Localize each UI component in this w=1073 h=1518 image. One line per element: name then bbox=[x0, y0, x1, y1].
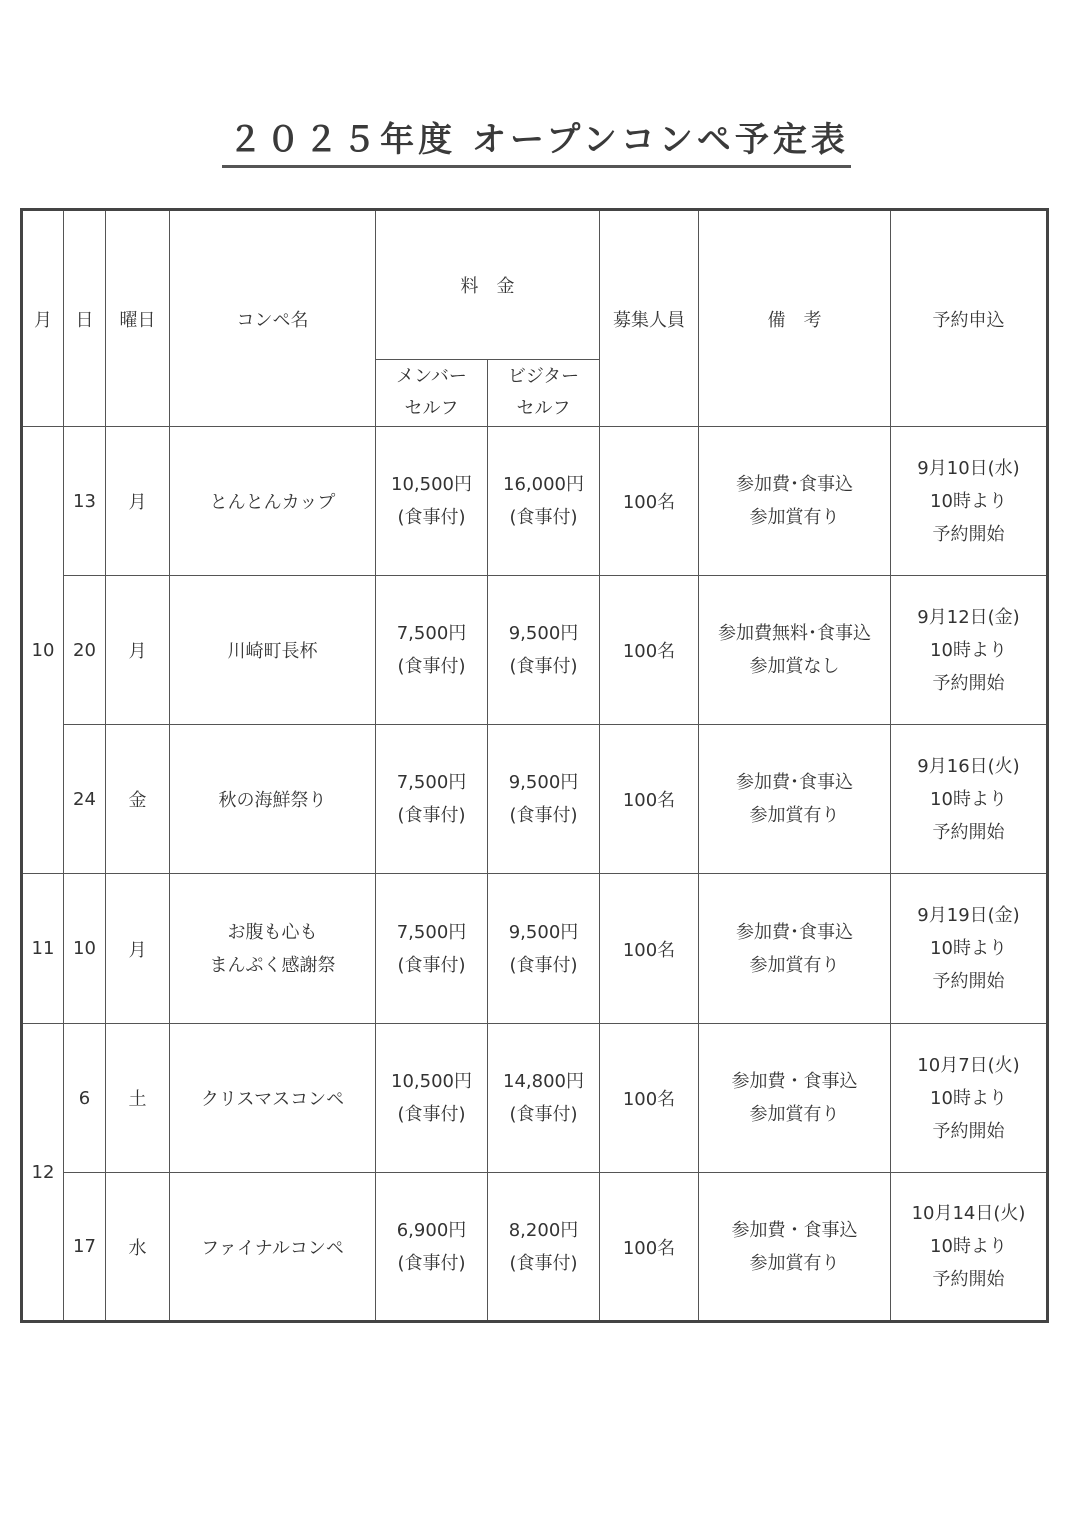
meal-note: (食事付) bbox=[509, 1252, 578, 1274]
reservation-time: 10時より bbox=[930, 639, 1007, 661]
reservation-cell bbox=[891, 576, 1048, 725]
day-cell: 24 bbox=[64, 725, 106, 874]
visitor-fee: 9,500円 bbox=[508, 921, 579, 943]
capacity-cell: 100名 bbox=[600, 576, 699, 725]
reservation-start: 予約開始 bbox=[932, 672, 1005, 694]
remarks-line1: 参加費･食事込 bbox=[736, 921, 853, 943]
reservation-time: 10時より bbox=[930, 788, 1007, 810]
reservation-cell bbox=[891, 427, 1048, 576]
visitor-fee-cell bbox=[488, 1024, 600, 1173]
reservation-date: 10月14日(火) bbox=[911, 1203, 1026, 1224]
weekday-cell: 水 bbox=[106, 1173, 170, 1322]
member-fee-cell bbox=[376, 1024, 488, 1173]
header-remarks: 備 考 bbox=[699, 210, 891, 427]
reservation-time: 10時より bbox=[930, 938, 1007, 959]
remarks-cell bbox=[699, 1173, 891, 1322]
meal-note: (食事付) bbox=[509, 805, 578, 826]
reservation-start: 予約開始 bbox=[932, 1120, 1005, 1142]
member-fee-cell bbox=[376, 427, 488, 576]
visitor-fee-cell bbox=[488, 576, 600, 725]
reservation-date: 9月19日(金) bbox=[917, 905, 1020, 926]
meal-note: (食事付) bbox=[509, 954, 578, 976]
header-member-line1: メンバー bbox=[396, 366, 467, 387]
remarks-line2: 参加賞有り bbox=[749, 507, 840, 528]
visitor-fee: 8,200円 bbox=[508, 1219, 579, 1241]
member-fee: 7,500円 bbox=[396, 921, 467, 943]
weekday-cell: 月 bbox=[106, 576, 170, 725]
page-title-wrap bbox=[0, 112, 1073, 168]
day-cell: 17 bbox=[64, 1173, 106, 1322]
header-month: 月 bbox=[22, 210, 64, 427]
remarks-cell bbox=[699, 427, 891, 576]
member-fee: 6,900円 bbox=[396, 1219, 467, 1241]
page-title: ２０２５年度 オープンコンペ予定表 bbox=[222, 112, 851, 168]
day-cell: 13 bbox=[64, 427, 106, 576]
header-name: コンペ名 bbox=[170, 210, 376, 427]
remarks-line2: 参加賞有り bbox=[749, 805, 840, 826]
meal-note: (食事付) bbox=[397, 507, 466, 528]
competition-name-line2: まんぷく感謝祭 bbox=[209, 954, 336, 976]
meal-note: (食事付) bbox=[397, 805, 466, 826]
visitor-fee: 16,000円 bbox=[503, 474, 584, 495]
reservation-cell bbox=[891, 1024, 1048, 1173]
member-fee: 10,500円 bbox=[391, 1071, 472, 1092]
reservation-time: 10時より bbox=[930, 1087, 1007, 1109]
visitor-fee-cell bbox=[488, 427, 600, 576]
member-fee: 7,500円 bbox=[396, 772, 467, 793]
table-row bbox=[22, 576, 1048, 725]
competition-name-line1: お腹も心も bbox=[227, 921, 318, 943]
competition-name: とんとんカップ bbox=[170, 427, 376, 576]
competition-name: ファイナルコンペ bbox=[170, 1173, 376, 1322]
member-fee-cell bbox=[376, 725, 488, 874]
meal-note: (食事付) bbox=[509, 1104, 578, 1125]
table-row bbox=[22, 874, 1048, 1024]
day-cell: 6 bbox=[64, 1024, 106, 1173]
reservation-cell bbox=[891, 725, 1048, 874]
remarks-line1: 参加費・食事込 bbox=[731, 1219, 858, 1241]
month-cell: 10 bbox=[22, 427, 64, 874]
capacity-cell: 100名 bbox=[600, 725, 699, 874]
visitor-fee: 9,500円 bbox=[508, 623, 579, 644]
weekday-cell: 月 bbox=[106, 874, 170, 1024]
weekday-cell: 金 bbox=[106, 725, 170, 874]
competition-name: 秋の海鮮祭り bbox=[170, 725, 376, 874]
member-fee-cell bbox=[376, 874, 488, 1024]
member-fee-cell bbox=[376, 576, 488, 725]
competition-name: 川崎町長杯 bbox=[170, 576, 376, 725]
table-row bbox=[22, 725, 1048, 874]
competition-name: クリスマスコンペ bbox=[170, 1024, 376, 1173]
reservation-date: 9月10日(水) bbox=[917, 457, 1020, 479]
meal-note: (食事付) bbox=[509, 656, 578, 677]
capacity-cell: 100名 bbox=[600, 1173, 699, 1322]
month-cell: 11 bbox=[22, 874, 64, 1024]
capacity-cell: 100名 bbox=[600, 874, 699, 1024]
remarks-line1: 参加費･食事込 bbox=[736, 772, 853, 793]
member-fee: 7,500円 bbox=[396, 623, 467, 644]
visitor-fee-cell bbox=[488, 1173, 600, 1322]
header-reservation: 予約申込 bbox=[891, 210, 1048, 427]
remarks-line2: 参加賞有り bbox=[749, 1252, 840, 1274]
table-row bbox=[22, 1173, 1048, 1322]
table-row bbox=[22, 427, 1048, 576]
remarks-cell bbox=[699, 576, 891, 725]
reservation-date: 10月7日(火) bbox=[917, 1054, 1020, 1076]
meal-note: (食事付) bbox=[509, 507, 578, 528]
capacity-cell: 100名 bbox=[600, 1024, 699, 1173]
remarks-line1: 参加費･食事込 bbox=[736, 474, 853, 495]
schedule-table bbox=[20, 208, 1049, 1323]
remarks-line2: 参加賞なし bbox=[749, 656, 840, 677]
header-visitor-line1: ビジター bbox=[507, 366, 580, 387]
visitor-fee-cell bbox=[488, 874, 600, 1024]
remarks-line2: 参加賞有り bbox=[749, 954, 840, 976]
header-capacity: 募集人員 bbox=[600, 210, 699, 427]
visitor-fee: 14,800円 bbox=[503, 1071, 584, 1092]
member-fee: 10,500円 bbox=[391, 474, 472, 495]
header-member bbox=[376, 360, 488, 427]
reservation-date: 9月12日(金) bbox=[917, 606, 1020, 628]
month-cell: 12 bbox=[22, 1024, 64, 1322]
reservation-time: 10時より bbox=[930, 1236, 1007, 1257]
visitor-fee: 9,500円 bbox=[508, 772, 579, 793]
reservation-time: 10時より bbox=[930, 490, 1007, 512]
remarks-cell bbox=[699, 725, 891, 874]
header-visitor bbox=[488, 360, 600, 427]
reservation-start: 予約開始 bbox=[932, 971, 1005, 992]
meal-note: (食事付) bbox=[397, 1252, 466, 1274]
remarks-line1: 参加費・食事込 bbox=[731, 1071, 858, 1092]
day-cell: 10 bbox=[64, 874, 106, 1024]
reservation-start: 予約開始 bbox=[932, 821, 1005, 843]
reservation-date: 9月16日(火) bbox=[917, 755, 1020, 777]
meal-note: (食事付) bbox=[397, 954, 466, 976]
meal-note: (食事付) bbox=[397, 1104, 466, 1125]
reservation-start: 予約開始 bbox=[932, 523, 1005, 545]
remarks-line2: 参加賞有り bbox=[749, 1104, 840, 1125]
reservation-cell bbox=[891, 874, 1048, 1024]
header-visitor-line2: セルフ bbox=[516, 398, 571, 419]
remarks-cell bbox=[699, 874, 891, 1024]
remarks-line1: 参加費無料･食事込 bbox=[718, 623, 871, 644]
header-row bbox=[22, 210, 1048, 360]
table-row bbox=[22, 1024, 1048, 1173]
header-day: 日 bbox=[64, 210, 106, 427]
reservation-start: 予約開始 bbox=[932, 1269, 1005, 1290]
capacity-cell: 100名 bbox=[600, 427, 699, 576]
header-weekday: 曜日 bbox=[106, 210, 170, 427]
weekday-cell: 月 bbox=[106, 427, 170, 576]
meal-note: (食事付) bbox=[397, 656, 466, 677]
weekday-cell: 土 bbox=[106, 1024, 170, 1173]
day-cell: 20 bbox=[64, 576, 106, 725]
reservation-cell bbox=[891, 1173, 1048, 1322]
competition-name bbox=[170, 874, 376, 1024]
remarks-cell bbox=[699, 1024, 891, 1173]
header-fee: 料 金 bbox=[376, 210, 600, 360]
header-member-line2: セルフ bbox=[404, 398, 459, 419]
visitor-fee-cell bbox=[488, 725, 600, 874]
member-fee-cell bbox=[376, 1173, 488, 1322]
